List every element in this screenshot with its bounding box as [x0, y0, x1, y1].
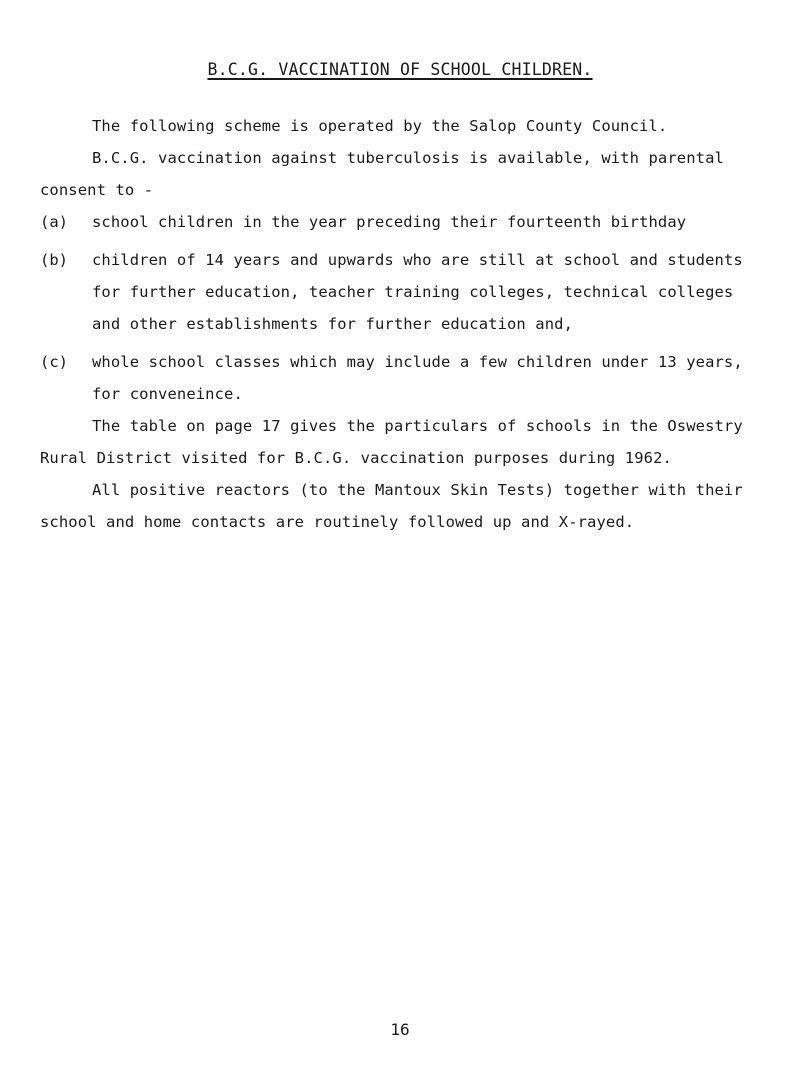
item-b-line-1: children of 14 years and upwards who are still at school and students	[92, 251, 743, 269]
document-title	[0, 60, 800, 79]
availability-line-1: B.C.G. vaccination against tuberculosis is available, with parental	[92, 149, 724, 167]
document-title-text: B.C.G. VACCINATION OF SCHOOL CHILDREN.	[207, 60, 593, 79]
item-b-label: (b)	[40, 251, 68, 269]
item-b-line-3: and other establishments for further education and,	[92, 315, 574, 333]
item-c-label: (c)	[40, 353, 68, 371]
availability-line-2: consent to -	[40, 181, 154, 199]
item-c-line-2: for conveneince.	[92, 385, 243, 403]
item-a-line-1: school children in the year preceding their fourteenth birthday	[92, 213, 687, 231]
item-c-line-1: whole school classes which may include a few children under 13 years,	[92, 353, 743, 371]
reactors-line-1: All positive reactors (to the Mantoux Skin Tests) together with their	[92, 481, 743, 499]
table-reference-line-2: Rural District visited for B.C.G. vaccination purposes during 1962.	[40, 449, 672, 467]
item-a-label: (a)	[40, 213, 68, 231]
reactors-line-2: school and home contacts are routinely followed up and X-rayed.	[40, 513, 635, 531]
page-number: 16	[390, 1020, 410, 1039]
table-reference-line-1: The table on page 17 gives the particulars of schools in the Oswestry	[92, 417, 743, 435]
item-b-line-2: for further education, teacher training colleges, technical colleges	[92, 283, 734, 301]
intro-line: The following scheme is operated by the Salop County Council.	[92, 117, 668, 135]
